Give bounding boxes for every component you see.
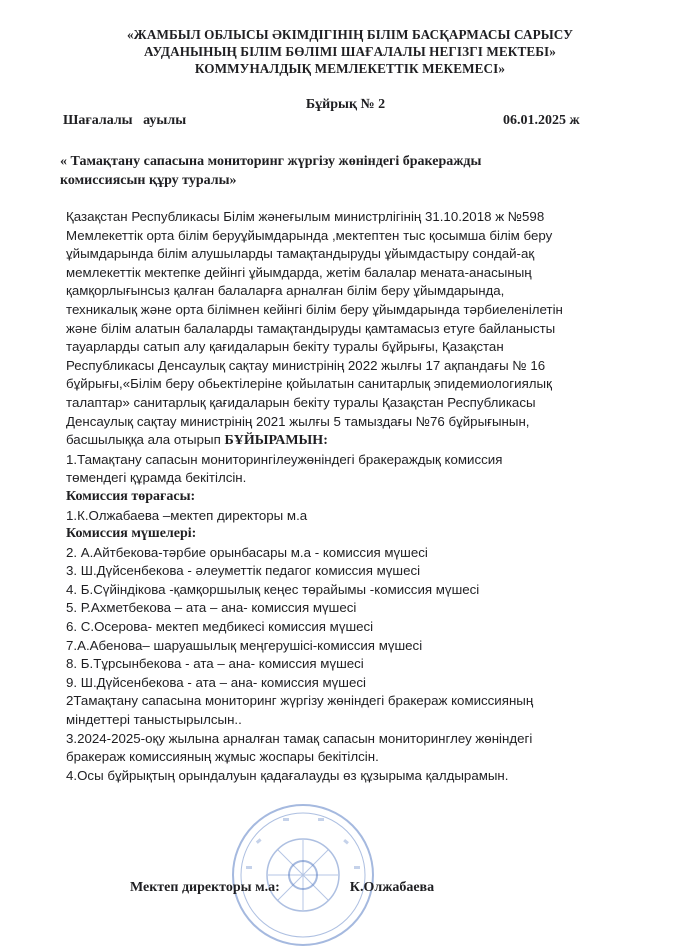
preamble bbox=[66, 208, 626, 451]
list-item: 9. Ш.Дүйсенбекова - ата – ана- комиссия мүшесі bbox=[66, 674, 366, 690]
chair-entry: 1.К.Олжабаева –мектеп директоры м.а bbox=[66, 507, 308, 523]
list-item: 5. Р.Ахметбекова – ата – ана- комиссия мүшесі bbox=[66, 600, 357, 616]
list-item: 7.А.Абенова– шаруашылық меңгерушісі-комиссия мүшесі bbox=[66, 637, 423, 653]
order-title: Бұйрық № 2 bbox=[305, 97, 386, 112]
chair-label: Комиссия төрағасы: bbox=[66, 488, 196, 504]
order-body bbox=[66, 208, 626, 785]
signature-block bbox=[130, 880, 434, 896]
signer-name: К.Олжабаева bbox=[349, 880, 435, 895]
list-item: 2. А.Айтбекова-тәрбие орынбасары м.а - комиссия мүшесі bbox=[66, 544, 428, 560]
header-line-3: КОММУНАЛДЫҚ МЕМЛЕКЕТТІК МЕКЕМЕСІ» bbox=[194, 61, 506, 76]
official-seal bbox=[228, 800, 378, 950]
order-date: 06.01.2025 ж bbox=[503, 113, 580, 128]
order-item-1: 1.Тамақтану сапасын мониторингілеужөніндегі бракераждық комиссия төмендегі құрамда бекітілсін. bbox=[66, 451, 503, 486]
list-item: 4. Б.Сүйіндікова -қамқоршылық кеңес төрайымы -комиссия мүшесі bbox=[66, 581, 480, 597]
list-item: 3. Ш.Дүйсенбекова - әлеуметтік педагог комиссия мүшесі bbox=[66, 563, 421, 579]
signer-role: Мектеп директоры м.а: bbox=[130, 880, 280, 895]
order-place: Шағалалы ауылы bbox=[63, 113, 187, 128]
header-line-1: «ЖАМБЫЛ ОБЛЫСЫ ӘКІМДІГІНІҢ БІЛІМ БАСҚАРМАСЫ САРЫСУ bbox=[126, 27, 574, 42]
order-item-4: 4.Осы бұйрықтың орындалуын қадағалауды өз құзырыма қалдырамын. bbox=[66, 767, 509, 783]
members-label: Комиссия мүшелері: bbox=[66, 526, 197, 542]
list-item: 6. С.Осерова- мектеп медбикесі комиссия мүшесі bbox=[66, 619, 374, 635]
order-decree: БҰЙЫРАМЫН: bbox=[224, 433, 328, 449]
order-item-2: 2Тамақтану сапасына мониторинг жүргізу жөніндегі бракераж комиссияның міндеттері таныстырылсын.. bbox=[66, 693, 534, 728]
list-item: 8. Б.Тұрсынбекова - ата – ана- комиссия мүшесі bbox=[66, 656, 364, 672]
organization-header bbox=[60, 26, 640, 77]
order-subject: « Тамақтану сапасына мониторинг жүргізу жөніндегі бракеражды комиссиясын құру туралы» bbox=[60, 154, 482, 188]
header-line-2: АУДАНЫНЫҢ БІЛІМ БӨЛІМІ ШАҒАЛАЛЫ НЕГІЗГІ МЕКТЕБІ» bbox=[144, 44, 556, 59]
preamble-text: Қазақстан Республикасы Білім жәнеғылым министрлігінің 31.10.2018 ж №598 Мемлекеттік орта білім беруұйымдарында ,мектептен тыс қосымша білім беру ұйымдарында білім алушыларды тамақтандыруды ұйымдастыру сондай-ақ мемлекеттік мектепке дейінгі ұйымдарда, жетім балалар мената-анасының қамқорлығынсыз қалған балаларға арналған білім беру ұйымдарында, техникалық және орта білімнен кейінгі білім беру ұйымдарында тәрбиеленілетін және білім алатын балаларды тамақтандыруды қамтамасыз етуге байланысты тауарларды сатып алу қағидаларын бекіту туралы бұйрығы, Қазақстан Республикасы Денсаулық сақтау министрінің 2022 жылғы 17 ақпандағы № 16 бұйрығы,«Білім беру обьектілеріне қойылатын санитарлық эпидемиологиялық талаптар» санитарлық қағидаларын бекіту туралы Қазақстан Республикасы Денсаулық сақтау министрінің 2021 жылғы 5 тамыздағы №76 бұйрығынын, басшылыққа ала отырып bbox=[66, 209, 563, 448]
members-list bbox=[66, 544, 626, 693]
order-item-3: 3.2024-2025-оқу жылына арналған тамақ сапасын мониторинглеу жөніндегі бракераж комиссияның жұмыс жоспары бекітілсін. bbox=[66, 730, 533, 765]
